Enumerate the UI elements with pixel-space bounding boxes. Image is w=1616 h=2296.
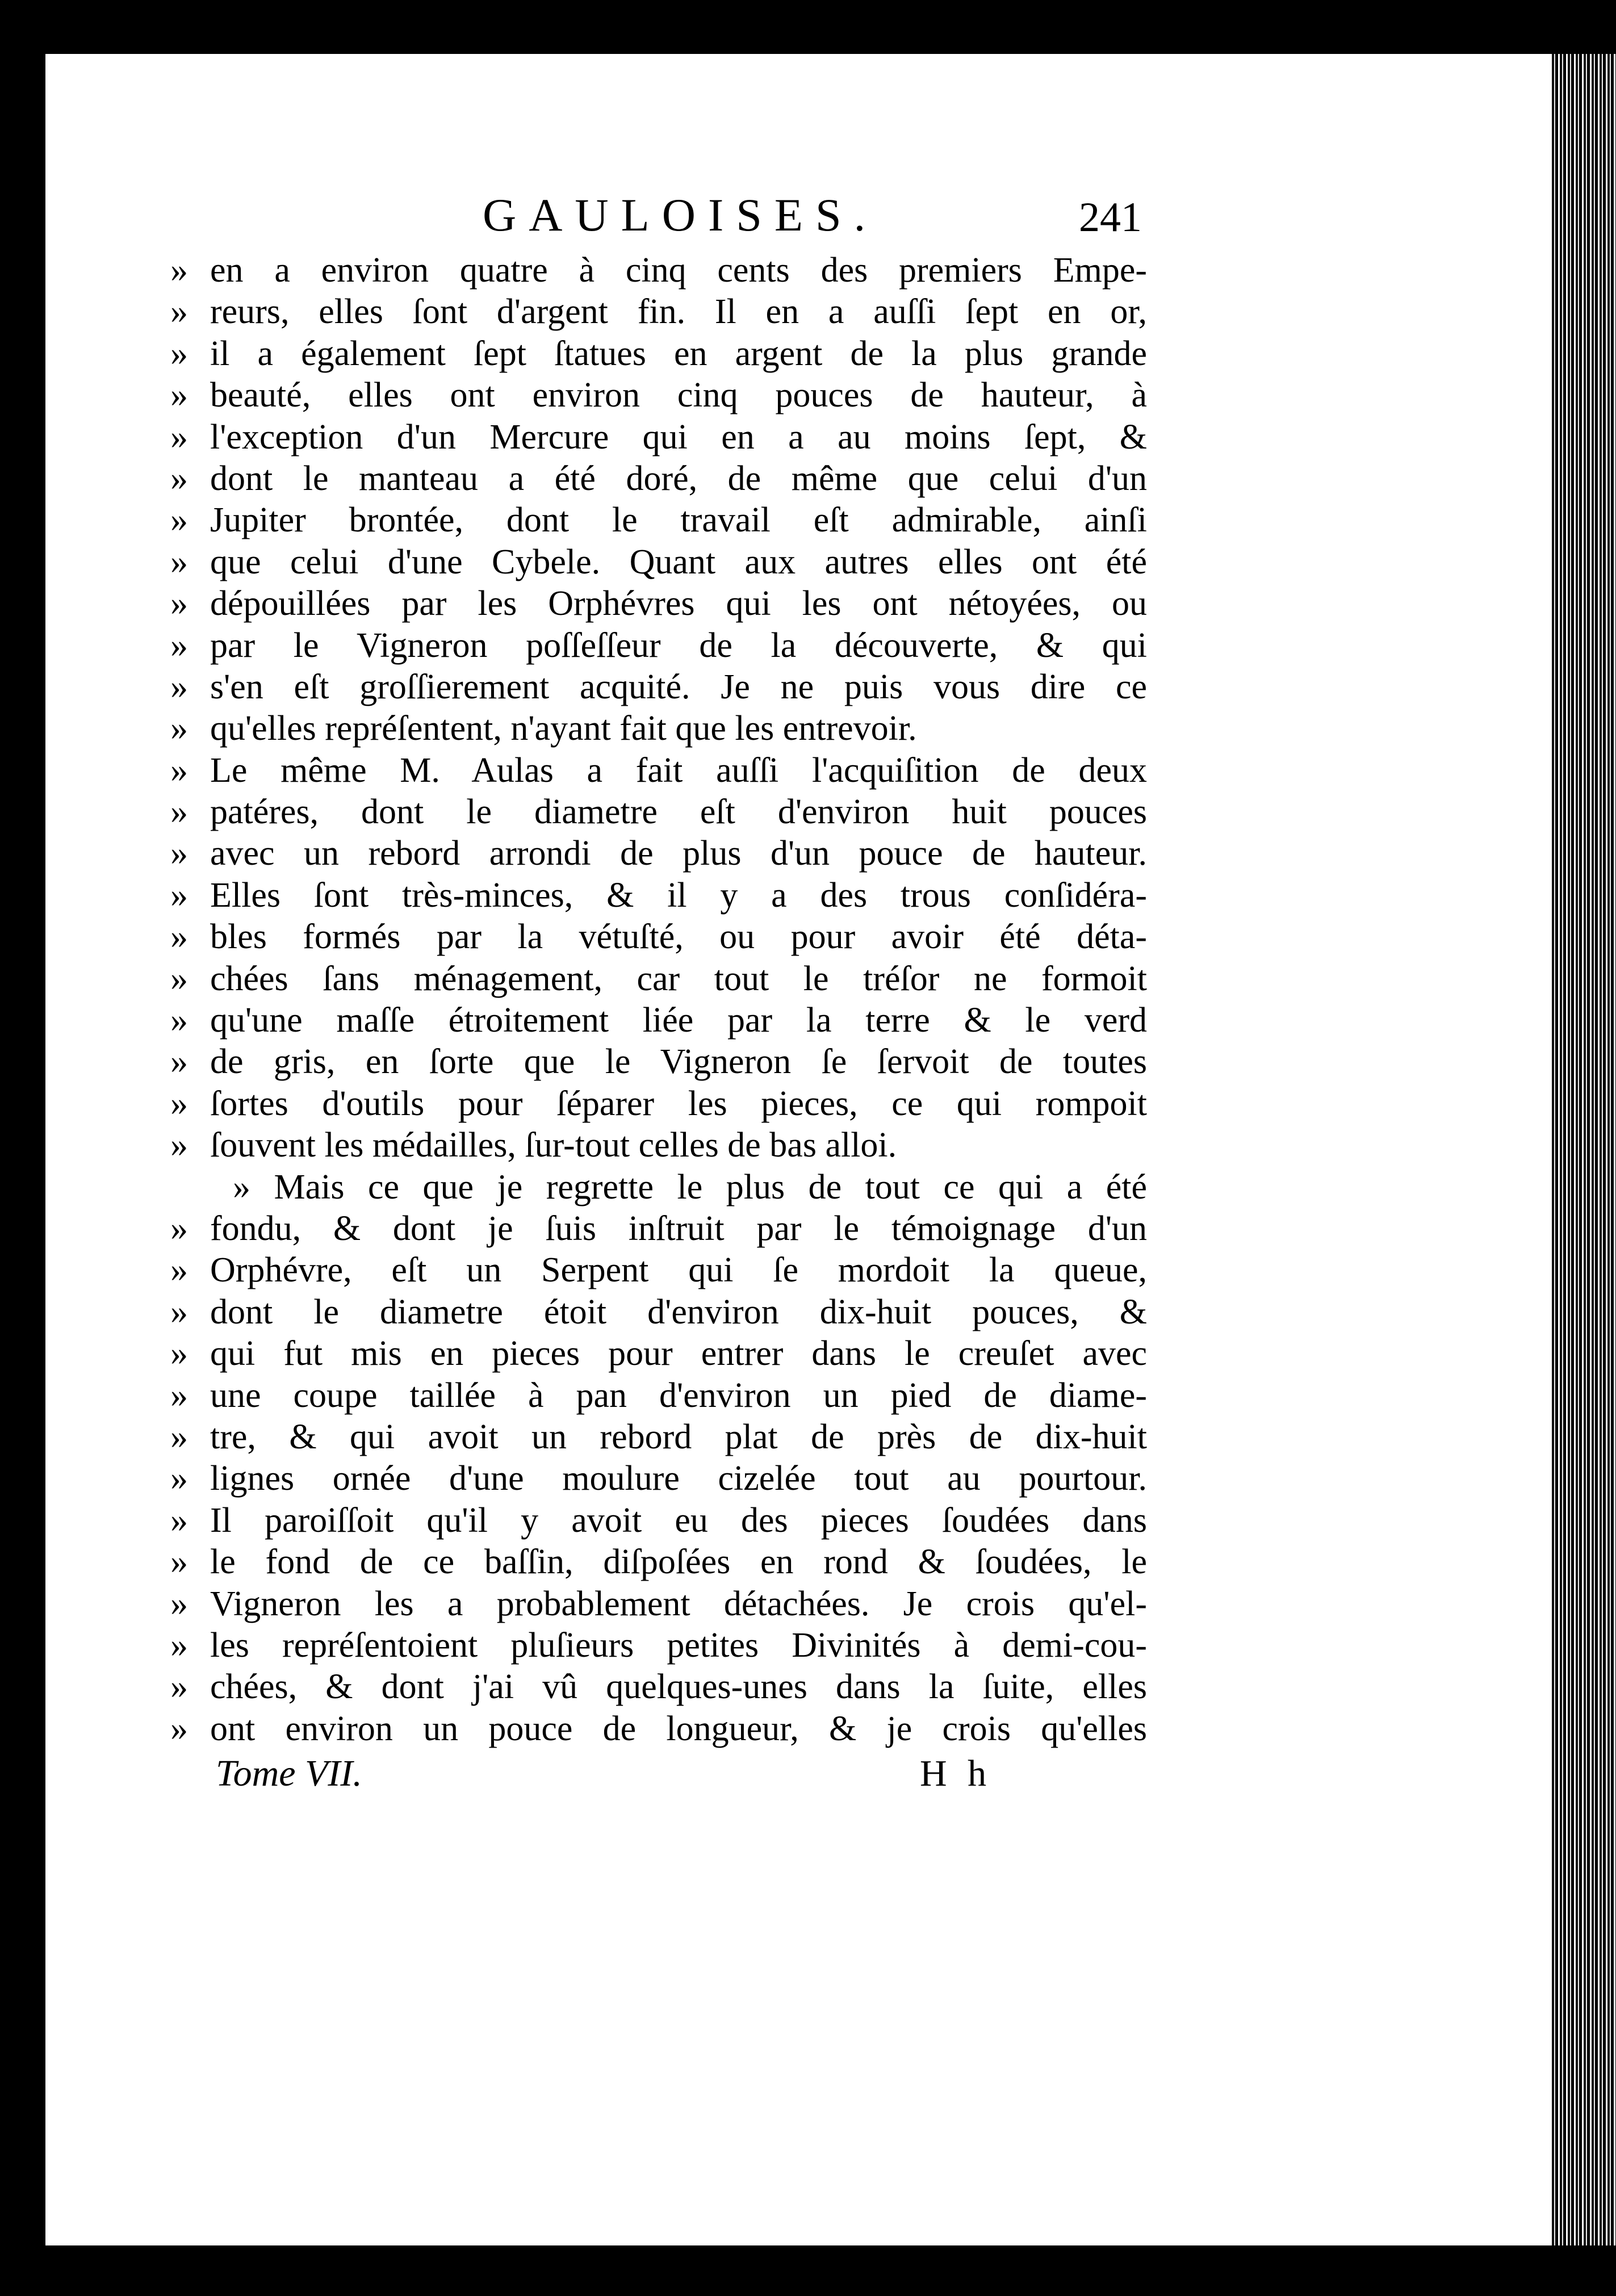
quote-mark: » [170,1376,188,1415]
quote-mark: » [170,1543,188,1582]
quote-mark: » [170,1501,188,1540]
line-text: bles formés par la vétuſté, ou pour avoir été déta- [210,917,1147,957]
line-text: il a également ſept ſtatues en argent de la plus grande [210,334,1147,373]
line-text: de gris, en ſorte que le Vigneron ſe ſervoit de toutes [210,1042,1147,1082]
quote-mark: » [170,251,188,290]
line-text: qui fut mis en pieces pour entrer dans le creuſet avec [210,1334,1147,1373]
line-text: Vigneron les a probablement détachées. Je crois qu'el- [210,1584,1147,1623]
quote-mark: » [170,1667,188,1707]
quote-mark: » [170,1209,188,1248]
line-text: ont environ un pouce de longueur, & je crois qu'elles [210,1709,1147,1748]
text-line [170,1583,1147,1625]
line-text: ſouvent les médailles, ſur-tout celles de bas alloi. [210,1126,897,1165]
quote-mark: » [170,709,188,748]
text-line [170,1417,1147,1458]
line-text: s'en eſt groſſierement acquité. Je ne puis vous dire ce [210,667,1147,706]
quote-mark: » [170,1292,188,1331]
body-text [170,250,1147,1750]
quote-mark: » [170,542,188,581]
book-edge [1550,54,1616,2245]
line-text: ſortes d'outils pour ſéparer les pieces, ce qui rompoit [210,1084,1147,1123]
line-text: Il paroiſſoit qu'il y avoit eu des pieces ſoudées dans [210,1501,1147,1540]
text-line [170,1250,1147,1291]
text-line [170,750,1147,791]
text-line [170,916,1147,958]
text-line [170,458,1147,500]
quote-mark: » [170,1709,188,1748]
quote-mark: » [170,834,188,873]
line-text: en a environ quatre à cinq cents des premiers Empe- [210,251,1147,290]
line-text: dépouillées par les Orphévres qui les ont nétoyées, ou [210,584,1147,623]
quote-mark: » [170,1584,188,1623]
line-text: une coupe taillée à pan d'environ un pied de diame- [210,1376,1147,1415]
line-text: le fond de ce baſſin, diſpoſées en rond & ſoudées, le [210,1543,1147,1582]
text-line [170,708,1147,749]
quote-mark: » [170,917,188,957]
line-text: Jupiter brontée, dont le travail eſt admirable, ainſi [210,501,1147,540]
line-text: dont le diametre étoit d'environ dix-huit pouces, & [210,1292,1147,1331]
line-text: Le même M. Aulas a fait auſſi l'acquiſition de deux [210,751,1147,790]
text-line [170,1625,1147,1666]
text-line [170,1500,1147,1541]
page-header [45,141,1550,241]
quote-mark: » [170,584,188,623]
quote-mark: » [170,751,188,790]
text-line [170,1208,1147,1250]
line-text: dont le manteau a été doré, de même que celui d'un [210,459,1147,498]
text-line [170,333,1147,375]
text-line [170,291,1147,333]
line-text: avec un rebord arrondi de plus d'un pouce de hauteur. [210,834,1147,873]
quote-mark: » [170,1625,188,1665]
text-line [170,1167,1147,1208]
line-text: qu'une maſſe étroitement liée par la terre & le verd [210,1001,1147,1040]
text-line [170,1292,1147,1333]
signature-mark: H h [920,1753,993,1794]
text-line [170,667,1147,708]
line-text: les repréſentoient pluſieurs petites Divinités à demi-cou- [210,1625,1147,1665]
line-text: lignes ornée d'une moulure cizelée tout au pourtour. [210,1459,1147,1498]
quote-mark: » [170,334,188,373]
quote-mark: » [170,875,188,915]
text-line [170,375,1147,416]
line-text: reurs, elles ſont d'argent fin. Il en a auſſi ſept en or, [210,292,1147,332]
quote-mark: » [170,1084,188,1123]
quote-mark: » [170,1042,188,1082]
line-text: que celui d'une Cybele. Quant aux autres elles ont été [210,542,1147,581]
text-line [170,583,1147,625]
text-line [170,1541,1147,1583]
line-text: » Mais ce que je regrette le plus de tout ce qui a été [233,1167,1147,1206]
text-line [170,1333,1147,1375]
page-number: 241 [1079,194,1142,241]
line-text: chées, & dont j'ai vû quelques-unes dans la ſuite, elles [210,1667,1147,1707]
quote-mark: » [170,959,188,998]
text-line [170,791,1147,833]
text-line [170,833,1147,874]
line-text: patéres, dont le diametre eſt d'environ huit pouces [210,793,1147,832]
text-line [170,1000,1147,1041]
quote-mark: » [170,1001,188,1040]
text-line [170,958,1147,1000]
line-text: par le Vigneron poſſeſſeur de la découverte, & qui [210,626,1147,665]
line-text: tre, & qui avoit un rebord plat de près de dix-huit [210,1417,1147,1456]
line-text: beauté, elles ont environ cinq pouces de hauteur, à [210,376,1147,415]
quote-mark: » [170,1126,188,1165]
text-line [170,250,1147,291]
quote-mark: » [170,1459,188,1498]
text-line [170,1708,1147,1750]
quote-mark: » [170,459,188,498]
line-text: fondu, & dont je ſuis inſtruit par le témoignage d'un [210,1209,1147,1248]
volume-label: Tome VII. [216,1753,362,1794]
text-line [170,500,1147,541]
text-line [170,875,1147,916]
text-line [170,417,1147,458]
text-line [170,1125,1147,1166]
text-line [170,625,1147,667]
quote-mark: » [170,417,188,456]
line-text: chées ſans ménagement, car tout le tréſor ne formoit [210,959,1147,998]
quote-mark: » [170,1417,188,1456]
line-text: Elles ſont très-minces, & il y a des trous conſidéra- [210,875,1147,915]
running-title: GAULOISES. [483,189,878,241]
quote-mark: » [170,292,188,332]
text-line [170,1041,1147,1083]
line-text: Orphévre, eſt un Serpent qui ſe mordoit la queue, [210,1251,1147,1290]
page-footer [216,1752,1067,1803]
quote-mark [170,1167,210,1208]
quote-mark: » [170,667,188,706]
text-line [170,1666,1147,1708]
text-line [170,1375,1147,1417]
quote-mark: » [170,1251,188,1290]
text-line [170,542,1147,583]
line-text: qu'elles repréſentent, n'ayant fait que les entrevoir. [210,709,917,748]
quote-mark: » [170,793,188,832]
quote-mark: » [170,626,188,665]
quote-mark: » [170,376,188,415]
quote-mark: » [170,1334,188,1373]
quote-mark: » [170,501,188,540]
line-text: l'exception d'un Mercure qui en a au moins ſept, & [210,417,1147,456]
text-line [170,1083,1147,1125]
text-line [170,1458,1147,1499]
